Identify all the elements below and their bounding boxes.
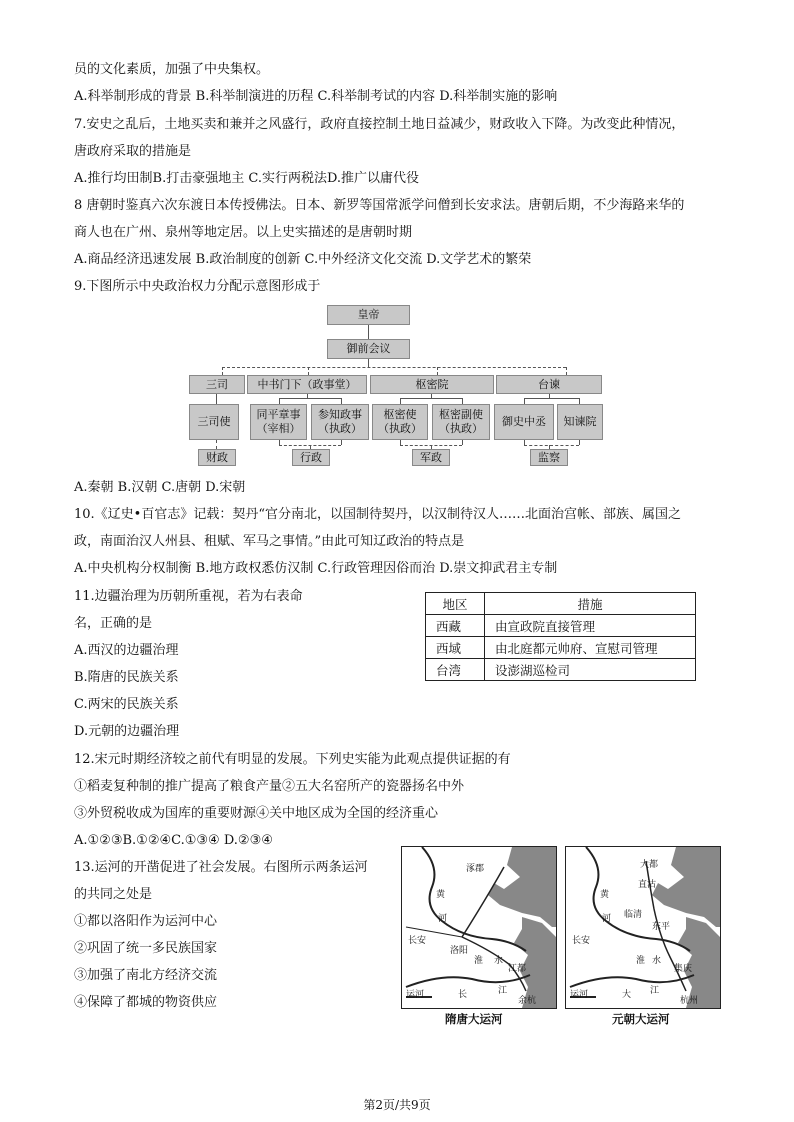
table-cell: 设澎湖巡检司 bbox=[485, 659, 696, 681]
map-yuan-drawing bbox=[566, 847, 720, 1008]
map-label: 淮 bbox=[636, 956, 646, 966]
header-measure: 措施 bbox=[485, 593, 696, 615]
q13-stem-cont: 的共同之处是 bbox=[74, 887, 153, 902]
q11-option-c: C.两宋的民族关系 bbox=[74, 697, 179, 712]
table-cell: 台湾 bbox=[426, 659, 485, 681]
table-cell: 由北庭都元帅府、宣慰司管理 bbox=[485, 637, 696, 659]
shumishi-box bbox=[372, 404, 428, 440]
map-yuan bbox=[565, 846, 721, 1009]
map-label: 东平 bbox=[652, 922, 671, 932]
emperor-box: 皇帝 bbox=[327, 305, 410, 325]
tongping-title: 同平章事 bbox=[256, 408, 301, 421]
page-footer: 第2页/共9页 bbox=[363, 1098, 431, 1112]
q6-options: A.科举制形成的背景 B.科举制演进的历程 C.科举制考试的内容 D.科举制实施的影响 bbox=[74, 89, 558, 104]
jiancha-box: 监察 bbox=[530, 449, 568, 466]
shumifu-box bbox=[432, 404, 490, 440]
q8-stem: 8 唐朝时鉴真六次东渡日本传授佛法。日本、新罗等国常派学问僧到长安求法。唐朝后期，不少海路来华的 bbox=[74, 198, 685, 213]
map-label: 杭州 bbox=[680, 996, 699, 1006]
sansi-box: 三司 bbox=[189, 375, 245, 394]
table-row bbox=[426, 637, 696, 659]
tongping-box bbox=[250, 404, 307, 440]
q9-stem: 9.下图所示中央政治权力分配示意图形成于 bbox=[74, 279, 321, 294]
measures-table bbox=[425, 592, 696, 681]
q11-option-b: B.隋唐的民族关系 bbox=[74, 670, 179, 685]
q13-stem: 13.运河的开凿促进了社会发展。右图所示两条运河 bbox=[74, 860, 368, 875]
map-label: 江 bbox=[498, 986, 508, 996]
map-legend: 运河 bbox=[406, 990, 425, 1000]
map-caption-right: 元朝大运河 bbox=[612, 1012, 670, 1026]
map-label: 河 bbox=[602, 914, 612, 924]
map-caption-left: 隋唐大运河 bbox=[445, 1012, 503, 1026]
header-region: 地区 bbox=[426, 593, 485, 615]
yushi-box: 御史中丞 bbox=[494, 404, 554, 440]
map-label: 黄 bbox=[600, 890, 610, 900]
map-label: 余杭 bbox=[518, 996, 537, 1006]
map-label: 淮 bbox=[474, 956, 484, 966]
map-label: 直沽 bbox=[638, 880, 657, 890]
q13-item-4: ④保障了都城的物资供应 bbox=[74, 995, 218, 1010]
q12-item-1: ①稻麦复种制的推广提高了粮食产量②五大名窑所产的瓷器扬名中外 bbox=[74, 779, 465, 794]
map-label: 黄 bbox=[436, 890, 446, 900]
shumi-box: 枢密院 bbox=[370, 375, 494, 394]
zhongshu-box: 中书门下（政事堂） bbox=[247, 375, 367, 394]
sansishi-box: 三司使 bbox=[189, 404, 239, 440]
q9-options: A.秦朝 B.汉朝 C.唐朝 D.宋朝 bbox=[74, 480, 246, 495]
map-label: 临清 bbox=[624, 910, 643, 920]
map-label: 集庆 bbox=[674, 964, 693, 974]
table-row bbox=[426, 659, 696, 681]
shumishi-title: 枢密使 bbox=[383, 408, 417, 421]
q7-options: A.推行均田制B.打击豪强地主 C.实行两税法D.推广以庸代役 bbox=[74, 171, 420, 186]
q10-stem-cont: 政，南面治汉人州县、租赋、军马之事情。”由此可知辽政治的特点是 bbox=[74, 534, 465, 549]
map-label: 长 bbox=[458, 990, 468, 1000]
q11-stem-cont: 名，正确的是 bbox=[74, 616, 153, 631]
q10-options: A.中央机构分权制衡 B.地方政权悉仿汉制 C.行政管理因俗而治 D.崇文抑武君主专制 bbox=[74, 561, 558, 576]
tongping-note: （宰相） bbox=[256, 422, 301, 435]
q8-options: A.商品经济迅速发展 B.政治制度的创新 C.中外经济文化交流 D.文学艺术的繁荣 bbox=[74, 252, 532, 267]
table-header-row bbox=[426, 593, 696, 615]
map-label: 河 bbox=[438, 914, 448, 924]
q11-option-d: D.元朝的边疆治理 bbox=[74, 724, 180, 739]
q11-stem: 11.边疆治理为历朝所重视，若为右表命 bbox=[74, 589, 303, 604]
q8-stem-cont: 商人也在广州、泉州等地定居。以上史实描述的是唐朝时期 bbox=[74, 225, 413, 240]
map-label: 长安 bbox=[408, 936, 427, 946]
canzhi-note: （执政） bbox=[318, 422, 362, 435]
table-cell: 由宣政院直接管理 bbox=[485, 615, 696, 637]
q10-stem: 10.《辽史•百官志》记载：契丹“官分南北，以国制待契丹，以汉制待汉人……北面治宫帐、部族、属国之 bbox=[74, 507, 681, 522]
shumifu-title: 枢密副使 bbox=[439, 408, 483, 421]
q13-item-1: ①都以洛阳作为运河中心 bbox=[74, 914, 218, 929]
map-label: 洛阳 bbox=[450, 946, 469, 956]
map-label: 水 bbox=[652, 956, 662, 966]
shumifu-note: （执政） bbox=[439, 422, 483, 435]
map-label: 江 bbox=[650, 986, 660, 996]
shumishi-note: （执政） bbox=[378, 422, 422, 435]
map-label: 大 bbox=[622, 990, 632, 1000]
map-label: 长安 bbox=[572, 936, 591, 946]
table-cell: 西藏 bbox=[426, 615, 485, 637]
zhijian-box: 知谏院 bbox=[557, 404, 603, 440]
canzhi-box bbox=[311, 404, 369, 440]
q12-options: A.①②③B.①②④C.①③④ D.②③④ bbox=[74, 833, 273, 848]
map-label: 江都 bbox=[508, 964, 527, 974]
caizheng-box: 财政 bbox=[198, 449, 236, 466]
map-sui-tang bbox=[401, 846, 557, 1009]
q12-item-2: ③外贸税收成为国库的重要财源④关中地区成为全国的经济重心 bbox=[74, 806, 439, 821]
q11-option-a: A.西汉的边疆治理 bbox=[74, 643, 179, 658]
q13-item-2: ②巩固了统一多民族国家 bbox=[74, 941, 218, 956]
table-row bbox=[426, 615, 696, 637]
junzheng-box: 军政 bbox=[412, 449, 450, 466]
map-label: 涿郡 bbox=[466, 864, 485, 874]
q13-item-3: ③加强了南北方经济交流 bbox=[74, 968, 218, 983]
xingzheng-box: 行政 bbox=[292, 449, 330, 466]
q7-stem: 7.安史之乱后，土地买卖和兼并之风盛行，政府直接控制土地日益减少，财政收入下降。为改变此种情况， bbox=[74, 117, 685, 132]
text-line: 员的文化素质，加强了中央集权。 bbox=[74, 62, 270, 77]
canzhi-title: 参知政事 bbox=[318, 408, 362, 421]
taijian-box: 台谏 bbox=[496, 375, 602, 394]
q7-stem-cont: 唐政府采取的措施是 bbox=[74, 144, 192, 159]
council-box: 御前会议 bbox=[327, 339, 410, 359]
map-legend: 运河 bbox=[570, 990, 589, 1000]
map-label: 水 bbox=[494, 956, 504, 966]
q12-stem: 12.宋元时期经济较之前代有明显的发展。下列史实能为此观点提供证据的有 bbox=[74, 752, 511, 767]
table-cell: 西域 bbox=[426, 637, 485, 659]
map-label: 大都 bbox=[640, 860, 659, 870]
